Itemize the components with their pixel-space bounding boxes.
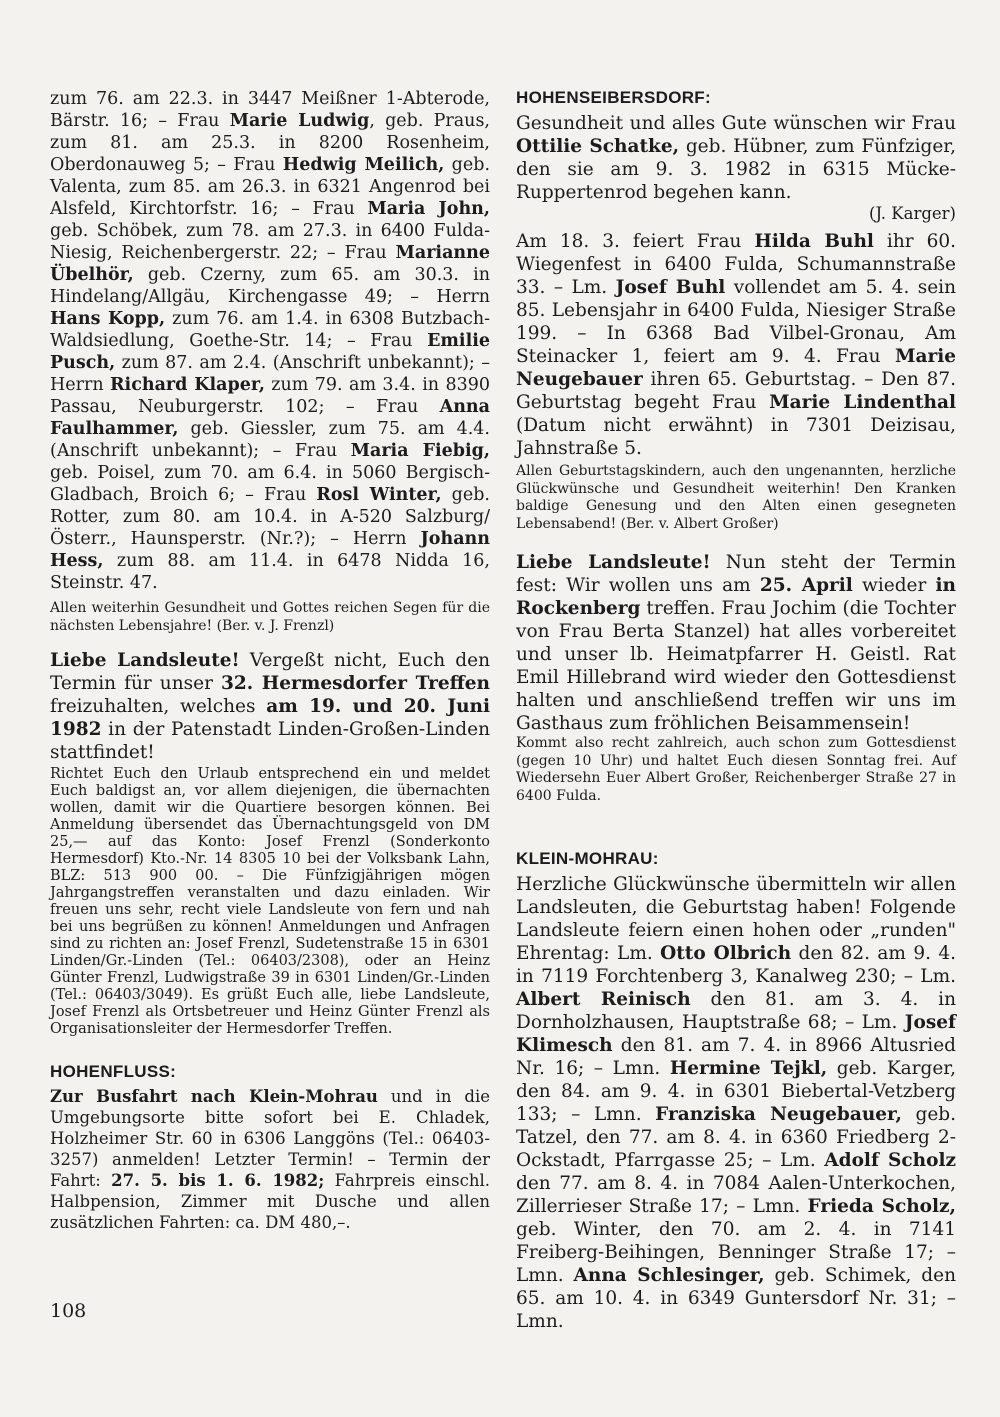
bold-name: Adolf Scholz xyxy=(824,1150,956,1171)
bold-name: Josef Buhl xyxy=(615,277,726,298)
bold-name: Marie Ludwig xyxy=(229,111,370,131)
bold-name: Anna Schlesinger, xyxy=(573,1265,765,1286)
rockenberg-meeting-details: Kommt also recht zahlreich, auch schon zum Gottesdienst (gegen 10 Uhr) und haltet Euch diesen Sonntag frei. Auf Wiedersehn Euer Albert Großer, Reichenberger Straße 27 in 6400 Fulda. xyxy=(516,735,956,804)
bold-name: Richard Klaper, xyxy=(110,375,265,395)
section-heading-klein-mohrau: KLEIN-MOHRAU: xyxy=(516,849,659,868)
bold-name: Emilie Pusch, xyxy=(50,331,490,373)
bold-name: Maria Fiebig, xyxy=(350,441,490,461)
bold-name: Liebe Landsleute! xyxy=(50,650,240,671)
birthday-list-paragraph: zum 76. am 22.3. in 3447 Meißner 1-Abterode, Bärstr. 16; – Frau Marie Ludwig, geb. Praus, zum 81. am 25.3. in 8200 Rosenheim, Oberdonauweg 5; – Frau Hedwig Meilich, geb. Valenta, zum 85. am 26.3. in 6321 Angenrod bei Alsfeld, Kirchtorfstr. 16; – Frau Maria John, geb. Schöbek, zum 78. am 27.3. in 6400 Fulda-Niesig, Reichenbergerstr. 22; – Frau Marianne Übelhör, geb. Czerny, zum 65. am 30.3. in Hindelang/Allgäu, Kirchengasse 49; – Herrn Hans Kopp, zum 76. am 1.4. in 6308 Butzbach-Waldsiedlung, Goethe-Str. 14; – Frau Emilie Pusch, zum 87. am 2.4. (Anschrift unbekannt); – Herrn Richard Klaper, zum 79. am 3.4. in 8390 Passau, Neuburgerstr. 102; – Frau Anna Faulhammer, geb. Giessler, zum 75. am 4.4. (Anschrift unbekannt); – Frau Maria Fiebig, geb. Poisel, zum 70. am 6.4. in 5060 Bergisch-Gladbach, Broich 6; – Frau Rosl Winter, geb. Rotter, zum 80. am 10.4. in A-520 Salzburg/Österr., Haunsperstr. (Nr.?); – Herrn Johann Hess, zum 88. am 11.4. in 6478 Nidda 16, Steinstr. 47. xyxy=(50,89,491,593)
bold-name: Albert Reinisch xyxy=(516,989,691,1010)
bold-name: Franziska Neugebauer, xyxy=(655,1104,902,1125)
bold-name: Liebe Landsleute! xyxy=(516,552,711,573)
author-signature: (J. Karger) xyxy=(869,204,956,223)
bold-name: Marie Neugebauer xyxy=(516,346,956,390)
bold-name: Marianne Übelhör, xyxy=(50,243,490,285)
bold-name: Josef Klimesch xyxy=(516,1012,956,1056)
bold-name: 32. Hermesdorfer Treffen xyxy=(220,673,490,694)
bold-name: Zur Busfahrt nach Klein-Mohrau xyxy=(50,1087,378,1106)
hermesdorf-meeting-announcement: Liebe Landsleute! Vergeßt nicht, Euch den Termin für unser 32. Hermesdorfer Treffen freizuhalten, welches am 19. und 20. Juni 1982 in der Patenstadt Linden-Großen-Linden stattfindet! xyxy=(50,650,490,763)
bold-name: Hermine Tejkl, xyxy=(669,1058,828,1079)
bold-name: Ottilie Schatke, xyxy=(516,136,680,157)
bold-name: in Rockenberg xyxy=(516,575,957,619)
birthdays-paragraph: Am 18. 3. feiert Frau Hilda Buhl ihr 60. Wiegenfest in 6400 Fulda, Schumannstraße 33. – Lm. Josef Buhl vollendet am 5. 4. sein 85. Lebensjahr in 6400 Fulda, Niesiger Straße 199. – In 6368 Bad Vilbel-Gronau, Am Steinacker 1, feiert am 9. 4. Frau Marie Neugebauer ihren 65. Geburtstag. – Den 87. Geburtstag begeht Frau Marie Lindenthal (Datum nicht erwähnt) in 7301 Deizisau, Jahnstraße 5. xyxy=(516,231,956,459)
bold-name: Anna Faulhammer, xyxy=(50,397,490,439)
bold-name: Hedwig Meilich, xyxy=(282,155,445,175)
bold-name: 27. 5. bis 1. 6. 1982; xyxy=(111,1171,325,1190)
bold-name: Rosl Winter, xyxy=(316,485,442,505)
bold-name: Maria John, xyxy=(367,199,490,219)
bold-name: Otto Olbrich xyxy=(660,943,792,964)
page-number: 108 xyxy=(50,1300,87,1322)
section-heading-hohenseibersdorf: HOHENSEIBERSDORF: xyxy=(516,88,711,107)
blessing-note: Allen weiterhin Gesundheit und Gottes reichen Segen für die nächsten Lebensjahre! (Ber. v. J. Frenzl) xyxy=(50,600,490,634)
bold-name: Marie Lindenthal xyxy=(769,392,956,413)
hermesdorf-meeting-details: Richtet Euch den Urlaub entsprechend ein und meldet Euch baldigst an, vor allem diejenigen, die übernachten wollen, damit wir die Quartiere besorgen können. Bei Anmeldung übersendet das Übernachtungsgeld von DM 25,— auf das Konto: Josef Frenzl (Sonderkonto Hermesdorf) Kto.-Nr. 14 8305 10 bei der Volksbank Lahn, BLZ: 513 900 00. – Die Fünfzigjährigen mögen Jahrgangstreffen veranstalten und dazu einladen. Wir freuen uns sehr, recht viele Landsleute von fern und nah bei uns begrüßen zu können! Anmeldungen und Anfragen sind zu richten an: Josef Frenzl, Sudetenstraße 15 in 6301 Linden/Gr.-Linden (Tel.: 06403/2308), oder an Heinz Günter Frenzl, Ludwigstraße 39 in 6301 Linden/Gr.-Linden (Tel.: 06403/3049). Es grüßt Euch alle, liebe Landsleute, Josef Frenzl als Ortsbetreuer und Heinz Günter Frenzl als Organisationsleiter der Hermesdorfer Treffen. xyxy=(50,766,490,1037)
section-heading-hohenfluss: HOHENFLUSS: xyxy=(50,1062,177,1081)
bus-trip-paragraph: Zur Busfahrt nach Klein-Mohrau und in die Umgebungsorte bitte sofort bei E. Chladek, Holzheimer Str. 60 in 6306 Langgöns (Tel.: 06403-3257) anmelden! Letzter Termin! – Termin der Fahrt: 27. 5. bis 1. 6. 1982; Fahrpreis einschl. Halbpension, Zimmer mit Dusche und allen zusätzlichen Fahrten: ca. DM 480,–. xyxy=(50,1087,490,1232)
bold-name: Johann Hess, xyxy=(50,529,490,571)
bold-name: am 19. und 20. Juni 1982 xyxy=(50,696,490,740)
bold-name: Hilda Buhl xyxy=(754,231,874,252)
klein-mohrau-birthdays-paragraph: Herzliche Glückwünsche übermitteln wir allen Landsleuten, die Geburtstag haben! Folgende Landsleute feiern einen hohen oder „runden" Ehrentag: Lm. Otto Olbrich den 82. am 9. 4. in 7119 Forchtenberg 3, Kanalweg 230; – Lm. Albert Reinisch den 81. am 3. 4. in Dornholzhausen, Hauptstraße 68; – Lm. Josef Klimesch den 81. am 7. 4. in 8966 Altusried Nr. 16; – Lmn. Hermine Tejkl, geb. Karger, den 84. am 9. 4. in 6301 Biebertal-Vetzberg 133; – Lmn. Franziska Neugebauer, geb. Tatzel, den 77. am 8. 4. in 6360 Friedberg 2-Ockstadt, Pfarrgasse 25; – Lm. Adolf Scholz den 77. am 8. 4. in 7084 Aalen-Unterkochen, Zillerrieser Straße 17; – Lmn. Frieda Scholz, geb. Winter, den 70. am 2. 4. in 7141 Freiberg-Beihingen, Benninger Straße 17; – Lmn. Anna Schlesinger, geb. Schimek, den 65. am 10. 4. in 6349 Guntersdorf Nr. 31; – Lmn. xyxy=(516,874,957,1332)
bold-name: Hans Kopp, xyxy=(50,309,166,329)
left-column xyxy=(50,88,490,1233)
schatke-greeting-paragraph: Gesundheit und alles Gute wünschen wir Frau Ottilie Schatke, geb. Hübner, zum Fünfziger, den sie am 9. 3. 1982 in 6315 Mücke-Ruppertenrod begehen kann. xyxy=(516,113,956,203)
bold-name: 25. April xyxy=(759,575,853,596)
right-column xyxy=(516,88,956,1333)
rockenberg-meeting-announcement: Liebe Landsleute! Nun steht der Termin fest: Wir wollen uns am 25. April wieder in Rockenberg treffen. Frau Jochim (die Tochter von Frau Berta Stanzel) hat alles vorbereitet und unser lb. Heimatpfarrer H. Geistl. Rat Emil Hillebrand wird wieder den Gottesdienst halten und anschließend treffen wir uns im Gasthaus zum fröhlichen Beisammensein! xyxy=(516,552,957,734)
bold-name: Frieda Scholz, xyxy=(807,1196,956,1217)
birthday-wishes-note: Allen Geburtstagskindern, auch den ungenannten, herzliche Glückwünsche und Gesundheit weiterhin! Den Kranken baldige Genesung und den Alten einen gesegneten Lebensabend! (Ber. v. Albert Großer) xyxy=(516,463,956,532)
